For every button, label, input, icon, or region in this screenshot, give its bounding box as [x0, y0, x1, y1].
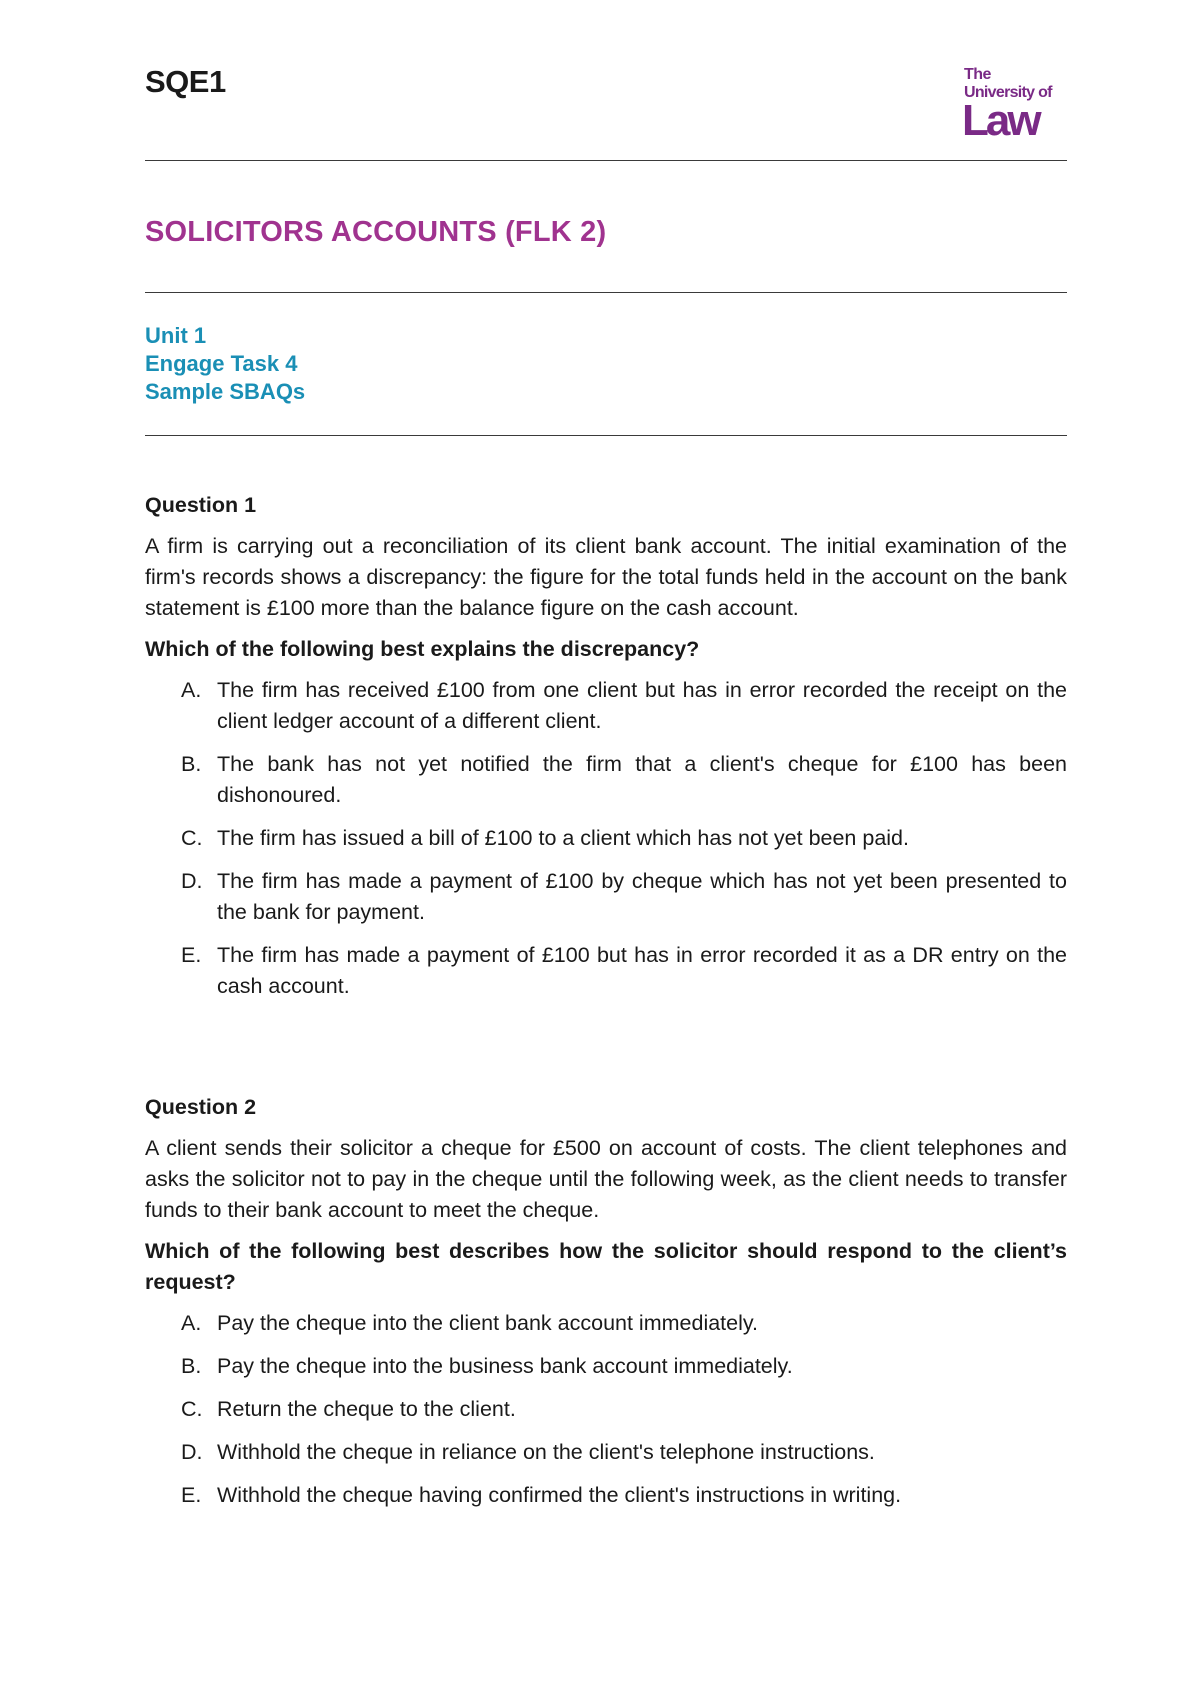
unit-info: [145, 322, 305, 406]
option-letter: E.: [181, 943, 202, 967]
university-logo: [964, 66, 1064, 146]
option-text: Withhold the cheque having confirmed the client's instructions in writing.: [217, 1483, 902, 1507]
unit-label: Unit 1: [145, 323, 207, 348]
answer-options: [145, 675, 1067, 1002]
question-heading: Question 1: [145, 493, 257, 517]
option-text: The firm has issued a bill of £100 to a client which has not yet been paid.: [217, 826, 909, 850]
option-text: The firm has made a payment of £100 but has in error recorded it as a DR entry on the cash account.: [217, 943, 1067, 998]
answer-option-b: [145, 749, 1067, 811]
question-prompt: Which of the following best explains the discrepancy?: [145, 637, 700, 661]
question-prompt: Which of the following best describes how the solicitor should respond to the client’s request?: [145, 1239, 1067, 1294]
option-letter: B.: [181, 1354, 202, 1378]
answer-option-e: [145, 1480, 1067, 1511]
answer-option-c: [145, 1394, 1067, 1425]
option-text: The firm has made a payment of £100 by cheque which has not yet been presented to the bank for payment.: [217, 869, 1067, 924]
answer-options: [145, 1308, 1067, 1511]
option-letter: E.: [181, 1483, 202, 1507]
option-text: The firm has received £100 from one client but has in error recorded the receipt on the client ledger account of a different client.: [217, 678, 1067, 733]
divider-rule: [145, 292, 1067, 293]
answer-option-d: [145, 1437, 1067, 1468]
answer-option-e: [145, 940, 1067, 1002]
option-letter: A.: [181, 678, 202, 702]
option-text: The bank has not yet notified the firm that a client's cheque for £100 has been dishonoured.: [217, 752, 1067, 807]
answer-option-b: [145, 1351, 1067, 1382]
divider-rule: [145, 435, 1067, 436]
task-label: Engage Task 4: [145, 351, 298, 376]
answer-option-a: [145, 675, 1067, 737]
question-heading: Question 2: [145, 1095, 257, 1119]
question-body: A firm is carrying out a reconciliation of its client bank account. The initial examination of the firm's records shows a discrepancy: the figure for the total funds held in the account on the bank statement is £100 more than the balance figure on the cash account.: [145, 534, 1067, 620]
answer-option-d: [145, 866, 1067, 928]
answer-option-a: [145, 1308, 1067, 1339]
option-letter: D.: [181, 1440, 203, 1464]
option-letter: B.: [181, 752, 202, 776]
logo-line-2: University of: [964, 84, 1052, 101]
answer-option-c: [145, 823, 1067, 854]
document-title: SOLICITORS ACCOUNTS (FLK 2): [145, 216, 607, 248]
logo-line-1: The: [964, 66, 991, 83]
option-letter: D.: [181, 869, 203, 893]
header-title: SQE1: [145, 64, 226, 99]
divider-rule: [145, 160, 1067, 161]
subtitle-label: Sample SBAQs: [145, 379, 306, 404]
option-text: Pay the cheque into the client bank account immediately.: [217, 1311, 759, 1335]
option-text: Return the cheque to the client.: [217, 1397, 516, 1421]
option-letter: C.: [181, 1397, 203, 1421]
option-letter: C.: [181, 826, 203, 850]
question-2: [145, 1092, 1067, 1523]
option-text: Withhold the cheque in reliance on the client's telephone instructions.: [217, 1440, 875, 1464]
option-text: Pay the cheque into the business bank account immediately.: [217, 1354, 793, 1378]
question-body: A client sends their solicitor a cheque for £500 on account of costs. The client telephones and asks the solicitor not to pay in the cheque until the following week, as the client needs to transfer funds to their bank account to meet the cheque.: [145, 1136, 1067, 1222]
question-1: [145, 490, 1067, 1014]
logo-line-3: Law: [962, 96, 1039, 145]
option-letter: A.: [181, 1311, 202, 1335]
